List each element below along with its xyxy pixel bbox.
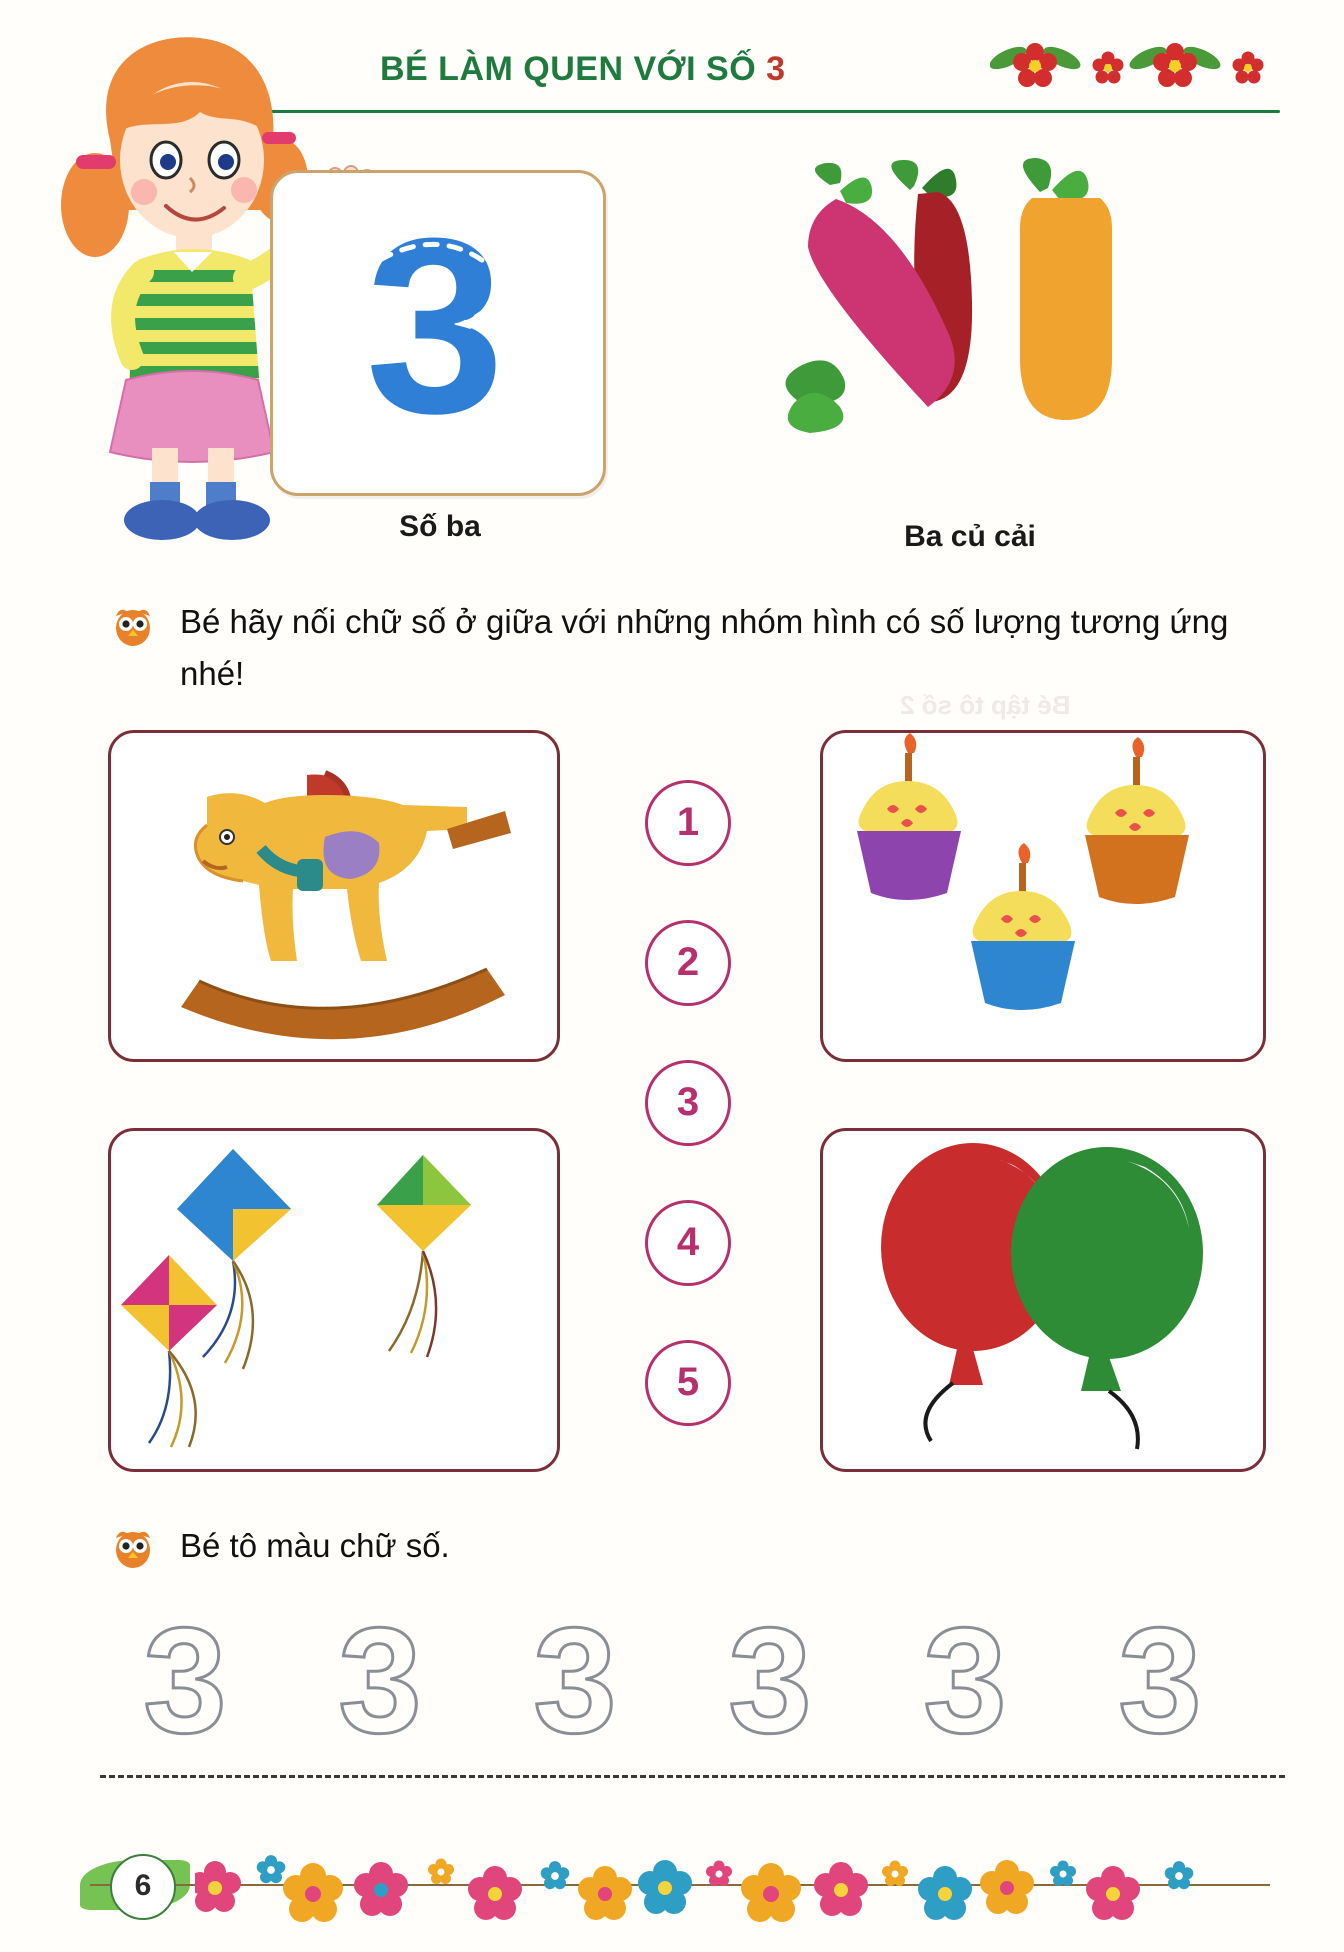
page-header bbox=[380, 48, 1280, 118]
page-number-badge: 6 bbox=[110, 1854, 176, 1920]
carrots-label: Ba củ cải bbox=[904, 520, 1036, 553]
three-kites-illustration bbox=[111, 1131, 551, 1463]
page-title bbox=[380, 50, 786, 89]
instruction-two-text: Bé tô màu chữ số. bbox=[180, 1527, 450, 1564]
three-cupcakes-illustration bbox=[823, 733, 1257, 1053]
number-card bbox=[270, 170, 620, 510]
number-option-1[interactable]: 1 bbox=[645, 780, 731, 866]
number-option-5[interactable]: 5 bbox=[645, 1340, 731, 1426]
trace-glyph-4[interactable]: 3 bbox=[728, 1596, 812, 1764]
page-title-number: 3 bbox=[766, 50, 786, 88]
two-balloons-illustration bbox=[823, 1131, 1257, 1463]
number-option-4[interactable]: 4 bbox=[645, 1200, 731, 1286]
trace-glyph-1[interactable]: 3 bbox=[143, 1596, 227, 1764]
number-card-dashes bbox=[270, 170, 600, 490]
rocking-horse-illustration bbox=[111, 733, 551, 1053]
trace-row bbox=[100, 1596, 1280, 1764]
instruction-one-text: Bé hãy nối chữ số ở giữa với những nhóm hình có số lượng tương ứng nhé! bbox=[180, 603, 1229, 692]
number-option-3[interactable]: 3 bbox=[645, 1060, 731, 1146]
flower-row-icon bbox=[990, 40, 1280, 100]
owl-bullet-icon bbox=[110, 1524, 156, 1570]
number-card-value: 3 bbox=[365, 186, 505, 465]
trace-glyph-3[interactable]: 3 bbox=[533, 1596, 617, 1764]
page-footer bbox=[60, 1840, 1290, 1930]
panel-kites[interactable] bbox=[108, 1128, 560, 1472]
number-card-label: Số ba bbox=[399, 510, 481, 543]
page-title-text: BÉ LÀM QUEN VỚI SỐ bbox=[380, 50, 757, 88]
panel-horse[interactable] bbox=[108, 730, 560, 1062]
panel-cakes[interactable] bbox=[820, 730, 1266, 1062]
bleed-through-text: Bé tập tô số 2 bbox=[900, 690, 1071, 720]
three-carrots-illustration bbox=[760, 150, 1160, 500]
trace-glyph-5[interactable]: 3 bbox=[923, 1596, 1007, 1764]
number-option-2[interactable]: 2 bbox=[645, 920, 731, 1006]
flower-border-icon bbox=[195, 1848, 1275, 1928]
trace-glyph-2[interactable]: 3 bbox=[338, 1596, 422, 1764]
owl-bullet-icon bbox=[110, 602, 156, 648]
panel-balloons[interactable] bbox=[820, 1128, 1266, 1472]
trace-baseline bbox=[100, 1775, 1285, 1778]
trace-glyph-6[interactable]: 3 bbox=[1118, 1596, 1202, 1764]
number-column bbox=[645, 780, 755, 1440]
